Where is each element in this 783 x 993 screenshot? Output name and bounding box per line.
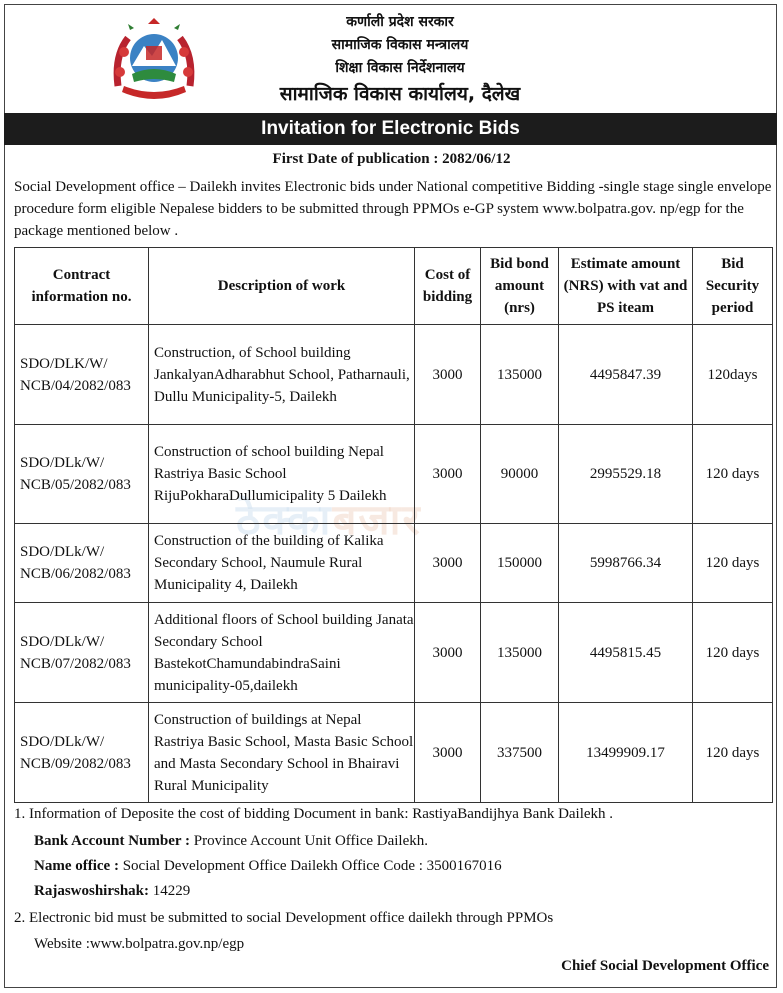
bid-bond-amount: 135000 bbox=[481, 603, 559, 703]
col-header-estimate: Estimate amount (NRS) with vat and PS iteam bbox=[559, 248, 693, 325]
rajaswoshirshak-label: Rajaswoshirshak: bbox=[34, 883, 150, 899]
estimate-amount: 4495815.45 bbox=[559, 603, 693, 703]
col-header-description: Description of work bbox=[149, 248, 415, 325]
header-line-ministry: सामाजिक विकास मन्त्रालय bbox=[331, 37, 469, 53]
bid-bond-amount: 337500 bbox=[481, 703, 559, 803]
work-description: Construction of school building Nepal Rastriya Basic School RijuPokharaDullumicipality 5 Dailekh bbox=[149, 425, 415, 524]
col-header-bond: Bid bond amount (nrs) bbox=[481, 248, 559, 325]
note-rajaswoshirshak bbox=[34, 883, 190, 900]
contract-number: SDO/DLk/W/ NCB/07/2082/083 bbox=[15, 603, 149, 703]
security-period: 120 days bbox=[693, 524, 773, 603]
cost-of-bidding: 3000 bbox=[415, 703, 481, 803]
notice-title-banner: Invitation for Electronic Bids bbox=[4, 113, 777, 145]
work-description: Construction of buildings at Nepal Rastriya Basic School, Masta Basic School and Masta Secondary School in Bhairavi Rural Municipality bbox=[149, 703, 415, 803]
table-row bbox=[15, 603, 773, 703]
nepal-emblem-icon bbox=[108, 16, 200, 104]
col-header-cost: Cost of bidding bbox=[415, 248, 481, 325]
intro-paragraph: Social Development office – Dailekh invites Electronic bids under National competitive Bidding -single stage single envelope procedure form eligible Nepalese bidders to be submitted through PPMOs e-GP system www.bolpatra.gov. np/egp for the package mentioned below . bbox=[14, 179, 772, 239]
bank-account-value: Province Account Unit Office Dailekh. bbox=[190, 833, 428, 849]
table-header-row bbox=[15, 248, 773, 325]
security-period: 120days bbox=[693, 325, 773, 425]
col-header-contract: Contract information no. bbox=[15, 248, 149, 325]
header-line-government: कर्णाली प्रदेश सरकार bbox=[346, 14, 454, 30]
col-header-security: Bid Security period bbox=[693, 248, 773, 325]
header-line-directorate: शिक्षा विकास निर्देशनालय bbox=[335, 60, 465, 76]
cost-of-bidding: 3000 bbox=[415, 603, 481, 703]
work-description: Construction of the building of Kalika Secondary School, Naumule Rural Municipality 4, Dailekh bbox=[149, 524, 415, 603]
note-electronic-bid: 2. Electronic bid must be submitted to social Development office dailekh through PPMOs bbox=[14, 910, 554, 926]
bid-packages-table bbox=[14, 247, 773, 803]
name-office-value: Social Development Office Dailekh Office Code : 3500167016 bbox=[118, 858, 502, 874]
note-bank-account bbox=[34, 833, 428, 850]
signature-chief-office: Chief Social Development Office bbox=[561, 958, 769, 974]
table-row bbox=[15, 524, 773, 603]
estimate-amount: 4495847.39 bbox=[559, 325, 693, 425]
cost-of-bidding: 3000 bbox=[415, 325, 481, 425]
security-period: 120 days bbox=[693, 425, 773, 524]
note-website: Website :www.bolpatra.gov.np/egp bbox=[34, 936, 245, 952]
publication-date: First Date of publication : 2082/06/12 bbox=[272, 151, 511, 167]
cost-of-bidding: 3000 bbox=[415, 524, 481, 603]
bid-bond-amount: 135000 bbox=[481, 325, 559, 425]
work-description: Additional floors of School building Janata Secondary School BastekotChamundabindraSaini municipality-05,dailekh bbox=[149, 603, 415, 703]
contract-number: SDO/DLk/W/ NCB/05/2082/083 bbox=[15, 425, 149, 524]
table-row bbox=[15, 425, 773, 524]
table-row bbox=[15, 703, 773, 803]
bank-account-label: Bank Account Number : bbox=[34, 833, 190, 849]
work-description: Construction, of School building JankalyanAdharabhut School, Patharnauli, Dullu Municipality-5, Dailekh bbox=[149, 325, 415, 425]
security-period: 120 days bbox=[693, 603, 773, 703]
contract-number: SDO/DLk/W/ NCB/09/2082/083 bbox=[15, 703, 149, 803]
bid-bond-amount: 150000 bbox=[481, 524, 559, 603]
estimate-amount: 2995529.18 bbox=[559, 425, 693, 524]
contract-number: SDO/DLk/W/ NCB/06/2082/083 bbox=[15, 524, 149, 603]
watermark: ठेक्काबजार bbox=[236, 495, 422, 544]
contract-number: SDO/DLK/W/ NCB/04/2082/083 bbox=[15, 325, 149, 425]
note-bank-deposit: 1. Information of Deposite the cost of bidding Document in bank: RastiyaBandijhya Bank Dailekh . bbox=[14, 806, 614, 822]
table-row bbox=[15, 325, 773, 425]
security-period: 120 days bbox=[693, 703, 773, 803]
bid-bond-amount: 90000 bbox=[481, 425, 559, 524]
cost-of-bidding: 3000 bbox=[415, 425, 481, 524]
header-line-office: सामाजिक विकास कार्यालय, दैलेख bbox=[279, 83, 521, 105]
letterhead bbox=[0, 6, 783, 112]
estimate-amount: 5998766.34 bbox=[559, 524, 693, 603]
estimate-amount: 13499909.17 bbox=[559, 703, 693, 803]
note-name-office bbox=[34, 858, 502, 875]
rajaswoshirshak-value: 14229 bbox=[149, 883, 191, 899]
name-office-label: Name office : bbox=[34, 858, 119, 874]
